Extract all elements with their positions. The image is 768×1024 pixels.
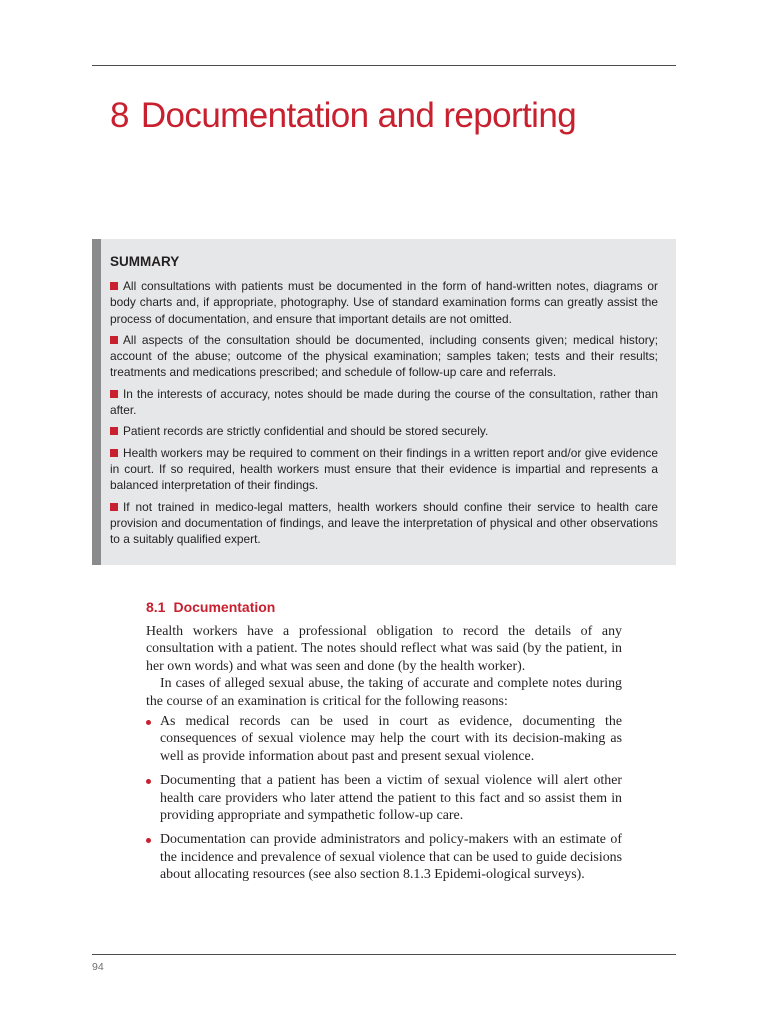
red-square-bullet-icon <box>110 449 118 457</box>
section-number: 8.1 <box>146 599 166 615</box>
top-rule <box>92 65 676 66</box>
red-square-bullet-icon <box>110 282 118 290</box>
red-square-bullet-icon <box>110 390 118 398</box>
red-dot-bullet-icon <box>146 720 151 725</box>
summary-box <box>92 239 676 565</box>
summary-heading: SUMMARY <box>110 254 180 269</box>
summary-item: All aspects of the consultation should be documented, including consents given; medical history; account of the abuse; outcome of the physical examination; samples taken; tests and their results; treatments and medications prescribed; and schedule of follow-up care and referrals. <box>110 332 658 380</box>
red-square-bullet-icon <box>110 503 118 511</box>
red-dot-bullet-icon <box>146 779 151 784</box>
page-number: 94 <box>92 961 104 973</box>
bottom-rule <box>92 954 676 955</box>
chapter-title <box>110 94 576 138</box>
summary-item: If not trained in medico-legal matters, health workers should confine their service to health care provision and documentation of findings, and leave the interpretation of physical and other observations to a suitably qualified expert. <box>110 499 658 547</box>
section-title: Documentation <box>173 599 276 615</box>
reasons-list <box>146 713 622 884</box>
section-heading <box>146 597 275 617</box>
section-body <box>146 623 622 891</box>
red-square-bullet-icon <box>110 336 118 344</box>
chapter-number: 8 <box>110 96 129 135</box>
body-paragraph: In cases of alleged sexual abuse, the taking of accurate and complete notes during the course of an examination is critical for the following reasons: <box>146 676 622 709</box>
chapter-title-text: Documentation and reporting <box>140 96 577 135</box>
list-item: Documenting that a patient has been a victim of sexual violence will alert other health care providers who later attend the patient to this fact and so assist them in providing appropriate and sympathetic follow-up care. <box>146 772 622 824</box>
summary-item: Patient records are strictly confidential and should be stored securely. <box>110 423 658 439</box>
summary-item: All consultations with patients must be documented in the form of hand-written notes, diagrams or body charts and, if appropriate, photography. Use of standard examination forms can greatly assist the process of documentation, and ensure that important details are not omitted. <box>110 279 658 326</box>
list-item: As medical records can be used in court as evidence, documenting the consequences of sexual violence may help the court with its decision-making as well as provide information about past and present sexual violence. <box>146 713 622 765</box>
red-dot-bullet-icon <box>146 838 151 843</box>
body-paragraph: Health workers have a professional obligation to record the details of any consultation with a patient. The notes should reflect what was said (by the patient, in her own words) and what was seen and done (by the health worker). <box>146 624 622 674</box>
red-square-bullet-icon <box>110 427 118 435</box>
summary-item: In the interests of accuracy, notes should be made during the course of the consultation, rather than after. <box>110 386 658 418</box>
summary-item: Health workers may be required to comment on their findings in a written report and/or give evidence in court. If so required, health workers must ensure that their evidence is impartial and represents a balanced interpretation of their findings. <box>110 445 658 493</box>
list-item: Documentation can provide administrators and policy-makers with an estimate of the incidence and prevalence of sexual violence that can be used to guide decisions about allocating resources (see also section 8.1.3 Epidemi-ological surveys). <box>146 831 622 883</box>
